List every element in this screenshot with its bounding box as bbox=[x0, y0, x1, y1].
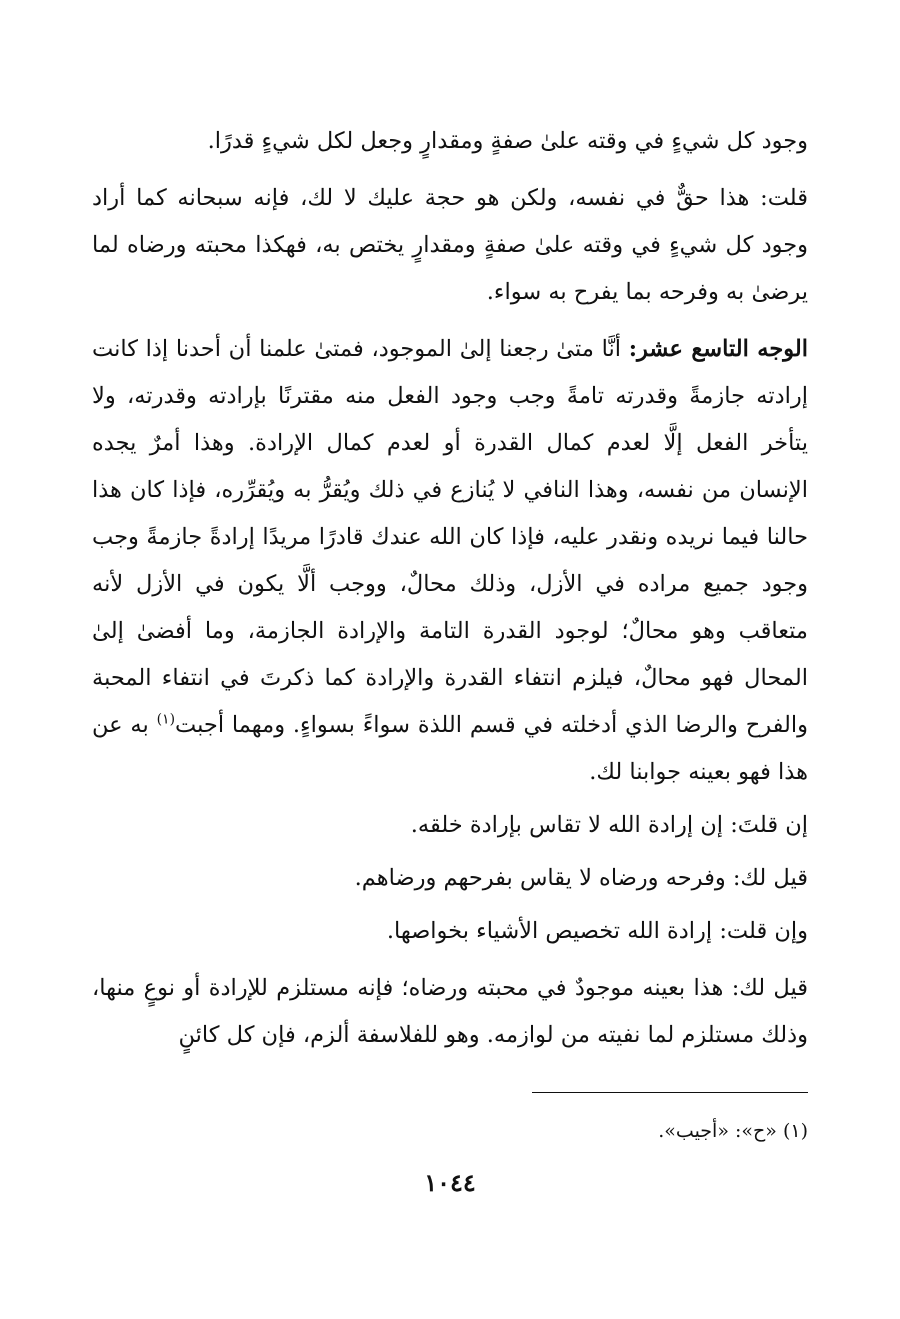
footnote-divider bbox=[532, 1092, 808, 1093]
paragraph-6: وإن قلت: إرادة الله تخصيص الأشياء بخواصها. bbox=[386, 918, 808, 944]
paragraph-7: قيل لك: هذا بعينه موجودٌ في محبته ورضاه؛ فإنه مستلزم للإرادة أو نوعٍ منها، وذلك مستلزم لما نفيته من لوازمه. وهو للفلاسفة ألزم، فإن كل كائنٍ bbox=[92, 975, 808, 1048]
section-heading: الوجه التاسع عشر: bbox=[628, 336, 809, 362]
paragraph-4: إن قلتَ: إن إرادة الله لا تقاس بإرادة خلقه. bbox=[410, 812, 808, 838]
page-body bbox=[92, 118, 808, 1059]
paragraph-2: قلت: هذا حقٌّ في نفسه، ولكن هو حجة عليك لا لك، فإنه سبحانه كما أراد وجود كل شيءٍ في وقته علىٰ صفةٍ ومقدارٍ يختص به، فهكذا محبته ورضاه لما يرضىٰ به وفرحه بما يفرح به سواء. bbox=[92, 185, 808, 305]
paragraph-3-text: أنَّا متىٰ رجعنا إلىٰ الموجود، فمتىٰ علمنا أن أحدنا إذا كانت إرادته جازمةً وقدرته تامةً وجب وجود الفعل منه مقترنًا بإرادته وقدرته، ولا يتأخر الفعل إلَّا لعدم كمال القدرة أو لعدم كمال الإرادة. وهذا أمرٌ يجده الإنسان من نفسه، وهذا النافي لا يُنازع في ذلك ويُقرُّ به ويُقرِّره، فإذا كان هذا حالنا فيما نريده ونقدر عليه، فإذا كان الله عندك قادرًا مريدًا إرادةً جازمةً وجب وجود جميع مراده في الأزل، وذلك محالٌ، ووجب ألَّا يكون في الأزل لأنه متعاقب وهو محالٌ؛ لوجود القدرة التامة والإرادة الجازمة، وما أفضىٰ إلىٰ المحال فهو محالٌ، فيلزم انتفاء القدرة والإرادة كما ذكرتَ في انتفاء المحبة والفرح والرضا الذي أدخلته في قسم اللذة سواءً بسواءٍ. ومهما أجبت bbox=[92, 336, 808, 738]
page-number: ١٠٤٤ bbox=[424, 1168, 476, 1197]
paragraph-5: قيل لك: وفرحه ورضاه لا يقاس بفرحهم ورضاهم. bbox=[354, 865, 808, 891]
paragraph-3 bbox=[92, 326, 808, 796]
paragraph-3-tail: به عن هذا فهو بعينه جوابنا لك. bbox=[92, 712, 808, 785]
paragraph-1: وجود كل شيءٍ في وقته علىٰ صفةٍ ومقدارٍ وجعل لكل شيءٍ قدرًا. bbox=[207, 128, 808, 154]
footnote-reference: (١) bbox=[156, 711, 176, 728]
footnote: (١) «ح»: «أجيب». bbox=[658, 1120, 808, 1142]
